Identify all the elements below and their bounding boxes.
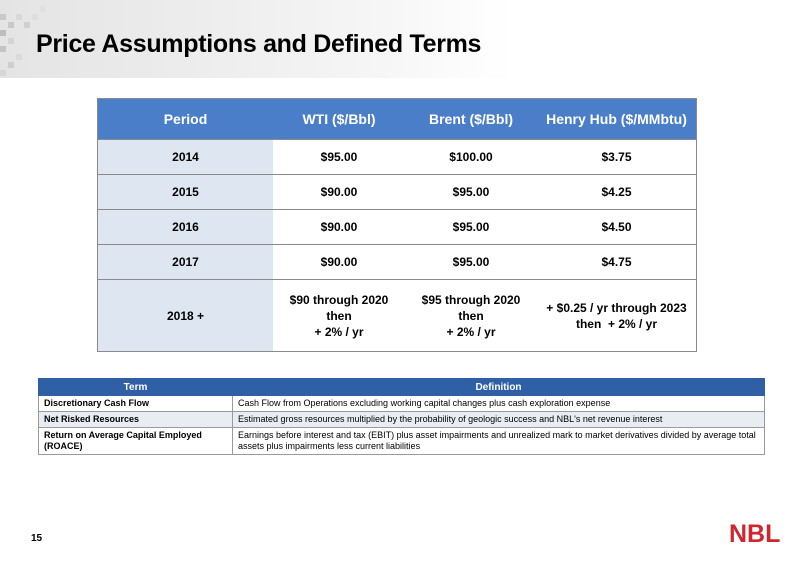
brent-cell: $95.00 xyxy=(405,175,537,210)
henry-hub-cell: $4.75 xyxy=(537,245,697,280)
price-assumptions-table xyxy=(97,98,697,352)
brent-line: + 2% / yr xyxy=(446,324,496,339)
period-cell: 2018 + xyxy=(98,280,274,352)
defined-terms-table xyxy=(38,378,765,455)
henry-hub-cell xyxy=(537,280,697,352)
term-cell: Return on Average Capital Employed (ROACE) xyxy=(39,428,233,455)
table-row-2018 xyxy=(98,280,697,352)
header-term: Term xyxy=(39,379,233,396)
wti-line: $90 through 2020 xyxy=(289,292,389,307)
definition-row xyxy=(39,412,765,428)
nbl-logo xyxy=(728,516,794,546)
wti-cell: $95.00 xyxy=(273,140,405,175)
brent-line: $95 through 2020 xyxy=(421,292,521,307)
brent-cell: $95.00 xyxy=(405,210,537,245)
header-wti: WTI ($/Bbl) xyxy=(273,99,405,140)
price-table-header-row xyxy=(98,99,697,140)
henry-hub-cell: $3.75 xyxy=(537,140,697,175)
definition-cell: Cash Flow from Operations excluding working capital changes plus cash exploration expense xyxy=(233,396,765,412)
definition-row xyxy=(39,396,765,412)
page-number: 15 xyxy=(31,533,43,544)
wti-cell: $90.00 xyxy=(273,175,405,210)
period-cell: 2014 xyxy=(98,140,274,175)
brent-cell: $95.00 xyxy=(405,245,537,280)
henry-hub-cell: $4.50 xyxy=(537,210,697,245)
table-row xyxy=(98,245,697,280)
henry-hub-line: then + 2% / yr xyxy=(575,316,658,331)
term-cell: Discretionary Cash Flow xyxy=(39,396,233,412)
table-row xyxy=(98,140,697,175)
wti-line: then xyxy=(326,308,352,323)
header-brent: Brent ($/Bbl) xyxy=(405,99,537,140)
logo-text: NBL xyxy=(729,520,781,546)
header-period: Period xyxy=(98,99,274,140)
definitions-header-row xyxy=(39,379,765,396)
definition-cell: Earnings before interest and tax (EBIT) plus asset impairments and unrealized mark to market derivatives divided by average total assets plus impairments less current liabilities xyxy=(233,428,765,455)
wti-cell: $90.00 xyxy=(273,210,405,245)
period-cell: 2017 xyxy=(98,245,274,280)
page-title: Price Assumptions and Defined Terms xyxy=(36,30,482,58)
wti-line: + 2% / yr xyxy=(314,324,364,339)
header-henry-hub: Henry Hub ($/MMbtu) xyxy=(537,99,697,140)
table-row xyxy=(98,210,697,245)
header-definition: Definition xyxy=(233,379,765,396)
term-cell: Net Risked Resources xyxy=(39,412,233,428)
period-cell: 2016 xyxy=(98,210,274,245)
brent-cell xyxy=(405,280,537,352)
henry-hub-cell: $4.25 xyxy=(537,175,697,210)
brent-line: then xyxy=(458,308,484,323)
brent-cell: $100.00 xyxy=(405,140,537,175)
table-row xyxy=(98,175,697,210)
henry-hub-line: + $0.25 / yr through 2023 xyxy=(546,300,687,315)
wti-cell: $90.00 xyxy=(273,245,405,280)
definition-row xyxy=(39,428,765,455)
period-cell: 2015 xyxy=(98,175,274,210)
definition-cell: Estimated gross resources multiplied by the probability of geologic success and NBL's net revenue interest xyxy=(233,412,765,428)
wti-cell xyxy=(273,280,405,352)
